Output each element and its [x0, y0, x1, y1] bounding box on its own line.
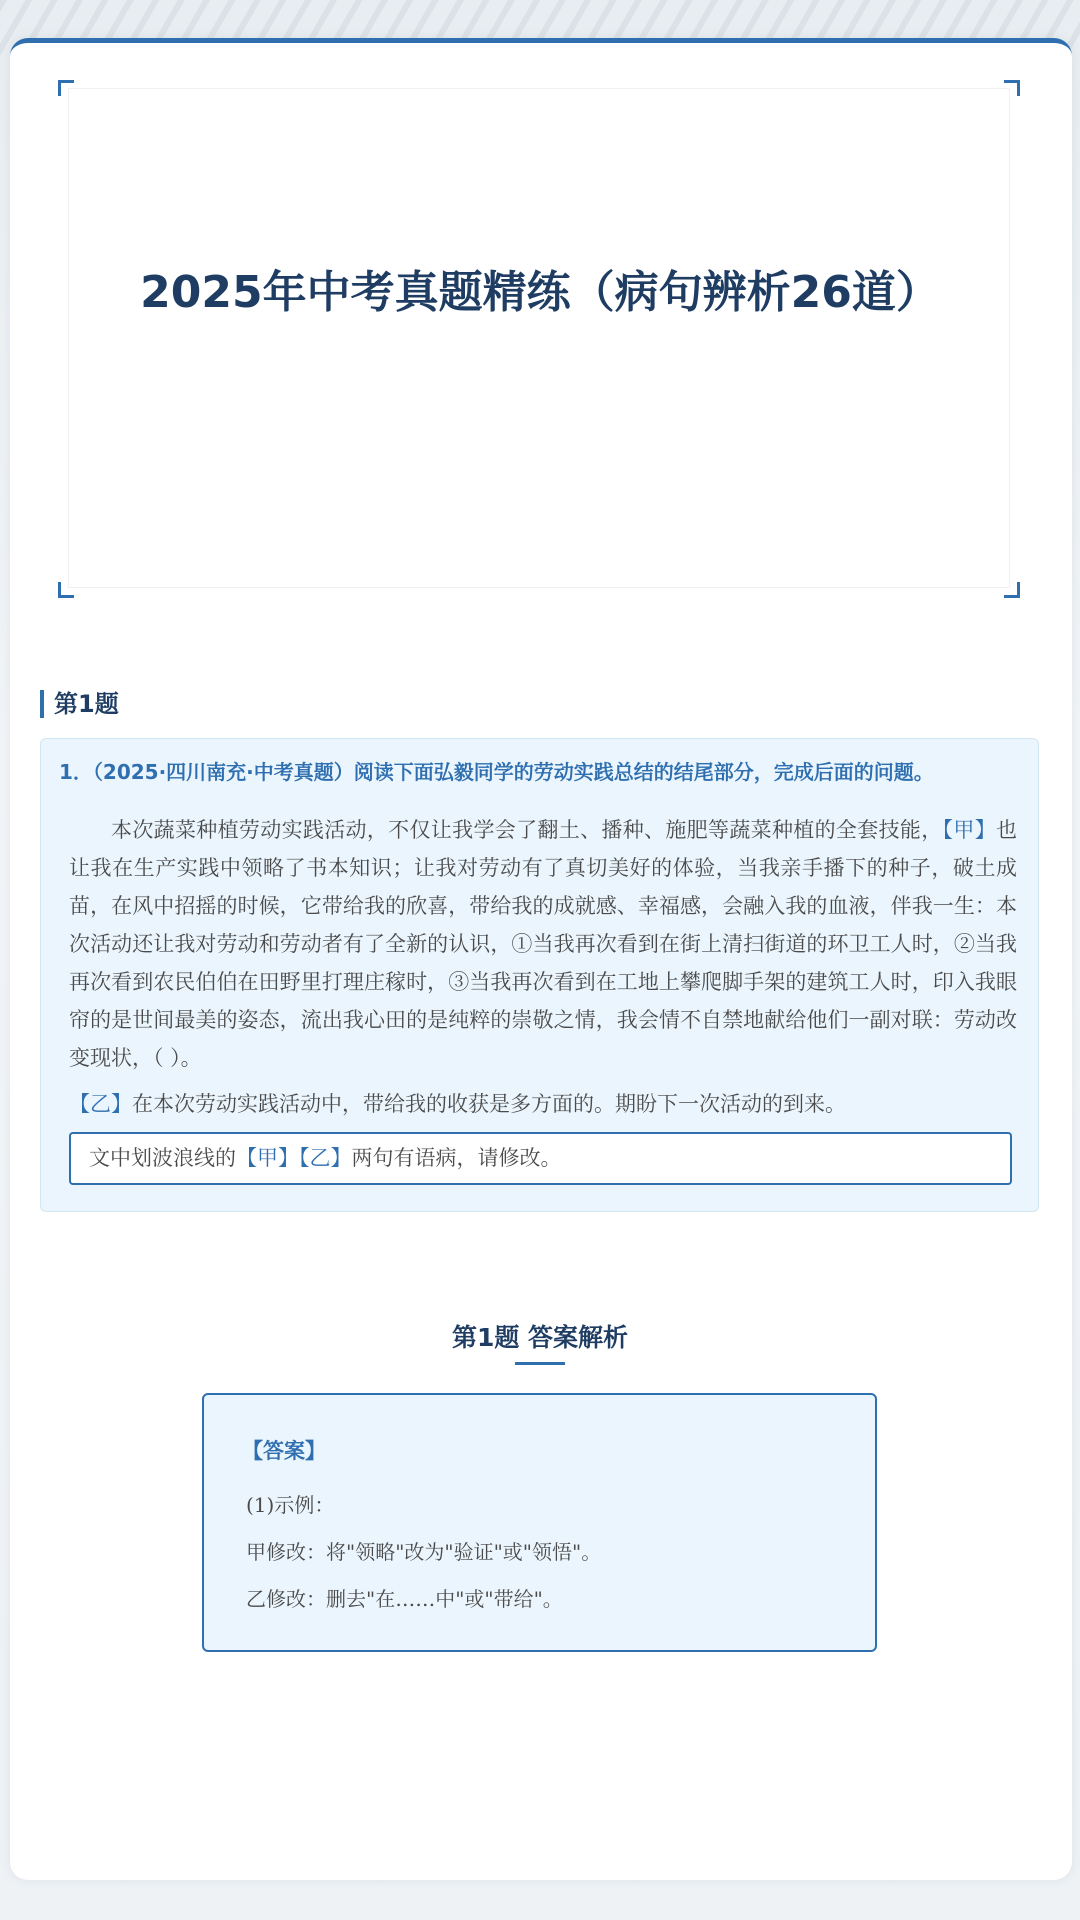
passage-part-1: 本次蔬菜种植劳动实践活动，不仅让我学会了翻土、播种、施肥等蔬菜种植的全套技能，	[111, 818, 943, 842]
corner-bottom-left-icon	[58, 582, 74, 598]
task-mark-jia: 【甲】	[236, 1146, 299, 1170]
task-suffix: 两句有语病，请修改。	[351, 1146, 562, 1170]
question-stem: 1．（2025·四川南充·中考真题）阅读下面弘毅同学的劳动实践总结的结尾部分，完成后面的问题。	[59, 760, 934, 784]
title-panel	[68, 88, 1010, 588]
task-prefix: 文中划波浪线的	[89, 1146, 236, 1170]
corner-top-right-icon	[1004, 80, 1020, 96]
answer-label: 【答案】	[242, 1439, 326, 1463]
answer-box	[202, 1393, 877, 1652]
mark-yi: 【乙】	[69, 1092, 132, 1116]
passage-yi-text: 在本次劳动实践活动中，带给我的收获是多方面的。期盼下一次活动的到来。	[132, 1092, 846, 1116]
answer-line-2: 甲修改：将"领略"改为"验证"或"领悟"。	[246, 1540, 602, 1564]
answer-line-3: 乙修改：删去"在……中"或"带给"。	[246, 1587, 563, 1611]
answer-line-1: (1)示例：	[246, 1493, 335, 1517]
mark-jia: 【甲】	[942, 818, 997, 842]
page-title: 2025年中考真题精练（病句辨析26道）	[140, 267, 940, 318]
corner-bottom-right-icon	[1004, 582, 1020, 598]
answer-heading-underline	[515, 1362, 565, 1365]
question-passage	[69, 811, 1017, 1077]
corner-top-left-icon	[58, 80, 74, 96]
question-task	[69, 1132, 1012, 1185]
question-box	[40, 738, 1039, 1212]
answer-heading: 第1题 答案解析	[451, 1323, 629, 1352]
task-mark-yi: 【乙】	[299, 1146, 352, 1170]
question-heading: 第1题	[40, 690, 119, 718]
title-frame	[58, 80, 1020, 598]
question-passage-yi	[69, 1085, 1017, 1123]
passage-part-2: 也让我在生产实践中领略了书本知识；让我对劳动有了真切美好的体验，当我亲手播下的种子，破土成苗，在风中招摇的时候，它带给我的欣喜，带给我的成就感、幸福感，会融入我的血液，伴我一生：本次活动还让我对劳动和劳动者有了全新的认识，①当我再次看到在街上清扫街道的环卫工人时，②当我再次看到农民伯伯在田野里打理庄稼时，③当我再次看到在工地上攀爬脚手架的建筑工人时，印入我眼帘的是世间最美的姿态，流出我心田的是纯粹的崇敬之情，我会情不自禁地献给他们一副对联：劳动改变现状，（ ）。	[69, 818, 1018, 1070]
